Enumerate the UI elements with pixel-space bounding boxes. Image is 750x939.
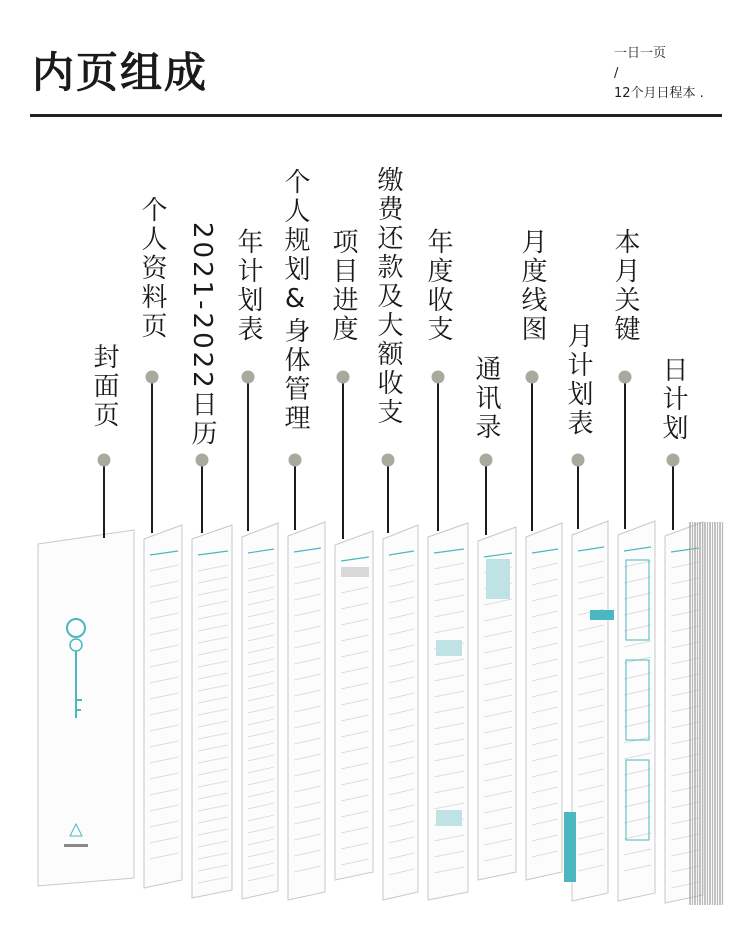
connector-dot (337, 371, 350, 384)
connector-dot (667, 454, 680, 467)
connector-dot (98, 454, 111, 467)
connector-dot (480, 454, 493, 467)
subtitle-line-2: / (614, 66, 619, 81)
page-month-keys (618, 521, 655, 901)
subtitle-line-3: 12个月日程本 . (614, 86, 704, 101)
connector-dot (146, 371, 159, 384)
page-label-annual-budget: 年度收支 (423, 228, 453, 344)
page-label-month-keys: 本月关键 (610, 228, 640, 344)
subtitle-line-1: 一日一页 (614, 46, 667, 61)
page-label-calendar: 2021-2022日历 (187, 222, 217, 449)
page-project-progress (335, 531, 373, 880)
page-label-monthly-chart: 月度线图 (517, 228, 547, 344)
page-profile (144, 525, 182, 888)
page-monthly-plan (564, 521, 614, 901)
page-calendar (192, 525, 232, 898)
page-label-personal-plan: 个人规划&身体管理 (280, 168, 310, 433)
page-contacts (478, 527, 516, 880)
page-cover (38, 530, 134, 886)
page-label-contacts: 通讯录 (471, 355, 501, 442)
page-label-year-plan: 年计划表 (233, 228, 263, 344)
connector-dot (572, 454, 585, 467)
connector-dot (619, 371, 632, 384)
page-stack-edge (690, 522, 723, 905)
page-year-plan (242, 523, 278, 899)
page-monthly-chart (526, 523, 562, 880)
connector-dot (289, 454, 302, 467)
page-personal-plan (288, 522, 325, 900)
page-payments (383, 525, 418, 900)
page-label-payments: 缴费还款及大额收支 (373, 166, 403, 427)
page-label-cover: 封面页 (89, 343, 119, 430)
connector-dot (432, 371, 445, 384)
connector-dot (382, 454, 395, 467)
page-annual-budget (428, 523, 468, 900)
page-label-project-progress: 项目进度 (328, 228, 358, 344)
page-label-monthly-plan: 月计划表 (563, 322, 593, 438)
page-title: 内页组成 (32, 48, 209, 97)
connector-dot (242, 371, 255, 384)
page-label-daily-plan: 日计划 (658, 356, 688, 443)
connector-dot (196, 454, 209, 467)
connector-dot (526, 371, 539, 384)
page-label-profile: 个人资料页 (137, 196, 167, 341)
